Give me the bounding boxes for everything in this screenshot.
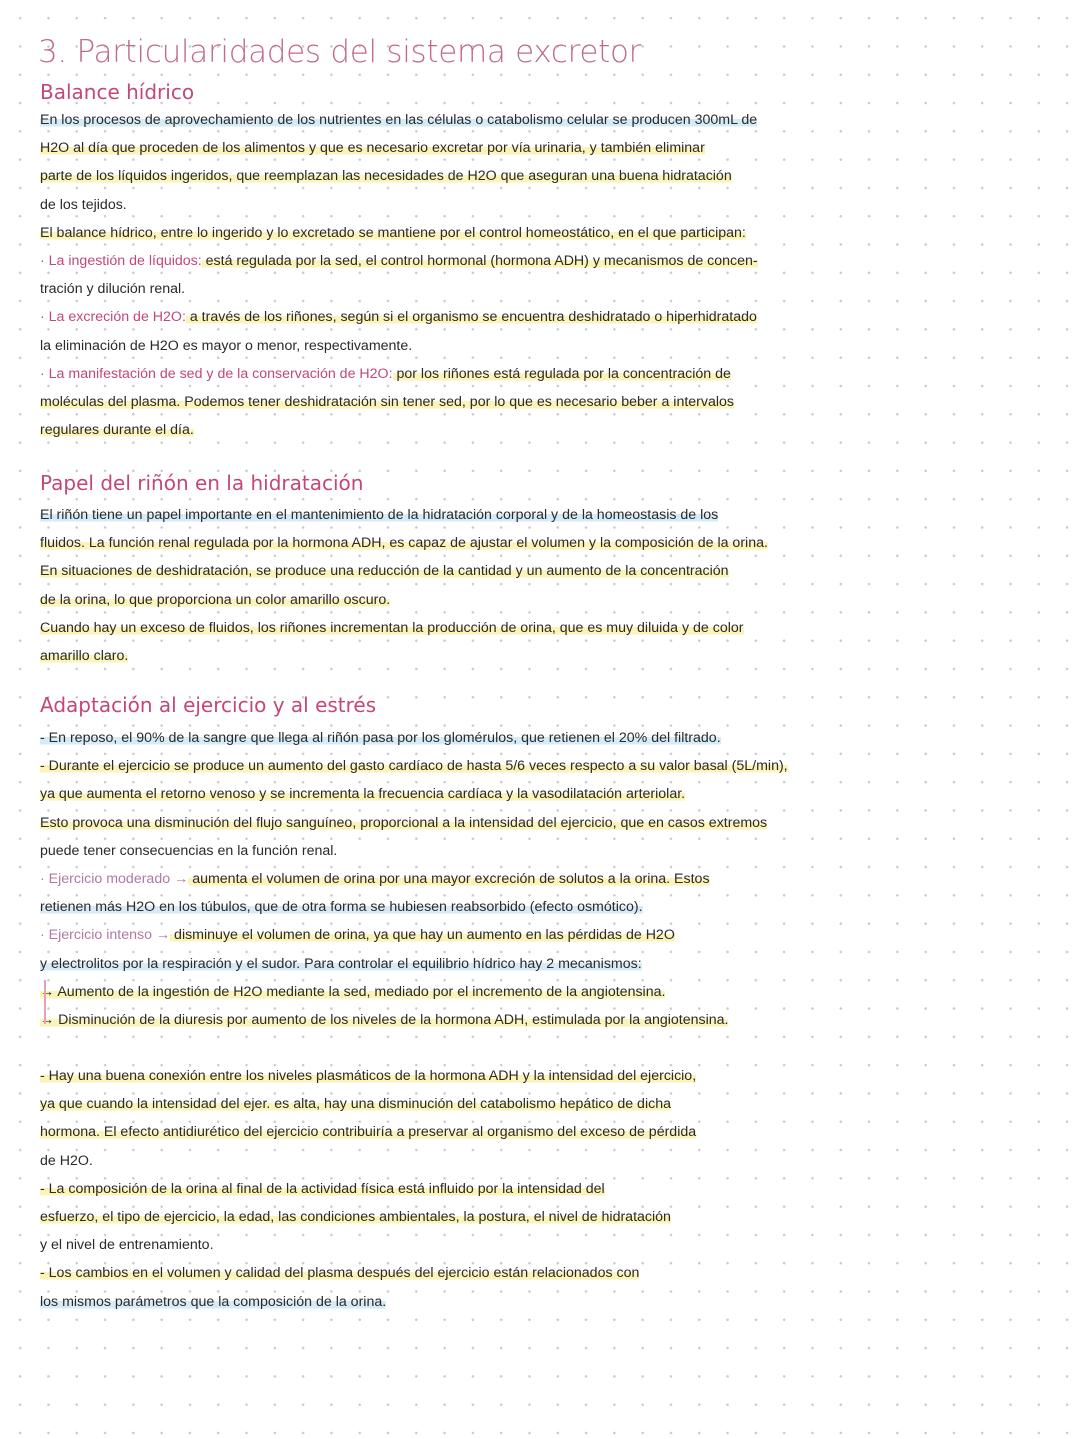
note-line [40, 840, 337, 862]
note-text: - Los cambios en el volumen y calidad del plasma después del ejercicio están relacionados con [40, 1265, 640, 1282]
note-text: → Aumento de la ingestión de H2O mediante la sed, mediado por el incremento de la angiotensina. [40, 983, 666, 1000]
note-line [40, 504, 718, 526]
note-line [40, 812, 767, 834]
note-line [40, 335, 412, 357]
note-line [40, 868, 710, 890]
note-text: disminuye el volumen de orina, ya que hay un aumento en las pérdidas de H2O [170, 927, 675, 944]
note-text: ya que cuando la intensidad del ejer. es alta, hay una disminución del catabolismo hepático de dicha [40, 1096, 671, 1113]
note-line [40, 278, 185, 300]
note-text: Cuando hay un exceso de fluidos, los riñones incrementan la producción de orina, que es muy diluida y de color [40, 619, 744, 636]
note-text: y electrolitos por la respiración y el sudor. Para controlar el equilibrio hídrico hay 2 mecanismos: [40, 955, 642, 972]
note-line [40, 727, 721, 749]
note-line [40, 1093, 671, 1115]
note-text: moléculas del plasma. Podemos tener deshidratación sin tener sed, por lo que es necesario beber a intervalos [40, 394, 735, 410]
note-line [40, 755, 788, 777]
note-text: está regulada por la sed, el control hormonal (hormona ADH) y mecanismos de concen- [201, 253, 758, 269]
note-text: - La composición de la orina al final de la actividad física está influido por la intensidad del [40, 1180, 605, 1197]
note-text: - En reposo, el 90% de la sangre que llega al riñón pasa por los glomérulos, que retienen el 20% del filtrado. [40, 730, 721, 746]
note-text: de los tejidos. [40, 196, 127, 213]
note-line [40, 1065, 696, 1087]
note-text: tración y dilución renal. [40, 281, 186, 298]
note-line [40, 1234, 214, 1256]
note-text: puede tener consecuencias en la función renal. [40, 842, 338, 859]
note-text: El balance hídrico, entre lo ingerido y lo excretado se mantiene por el control homeostático, en el que participan: [40, 224, 746, 241]
note-line [40, 109, 757, 131]
note-text: regulares durante el día. [40, 422, 194, 439]
note-label: · Ejercicio moderado → [40, 871, 189, 887]
note-line [40, 1121, 696, 1143]
note-line [40, 1206, 671, 1228]
note-text: aumenta el volumen de orina por una mayor excreción de solutos a la orina. Estos [188, 871, 710, 887]
note-text: amarillo claro. [40, 648, 129, 664]
note-line [40, 222, 746, 244]
note-text: - Hay una buena conexión entre los niveles plasmáticos de la hormona ADH y la intensidad del ejercicio, [40, 1068, 697, 1084]
mechanisms-bracket [44, 980, 56, 1024]
note-line [40, 783, 685, 805]
note-text: de H2O. [40, 1152, 93, 1169]
note-label: · La ingestión de líquidos: [40, 253, 202, 269]
note-line [40, 645, 128, 667]
note-text: → Disminución de la diuresis por aumento de los niveles de la hormona ADH, estimulada por la angiotensina. [40, 1012, 729, 1028]
note-text: ya que aumenta el retorno venoso y se incrementa la frecuencia cardíaca y la vasodilatación arteriolar. [40, 786, 686, 803]
note-line [40, 165, 732, 187]
note-text: En los procesos de aprovechamiento de los nutrientes en las células o catabolismo celular se producen 300mL de [40, 112, 758, 128]
note-line [40, 1009, 728, 1031]
note-line [40, 1150, 93, 1172]
note-text: de la orina, lo que proporciona un color amarillo oscuro. [40, 591, 391, 608]
note-text: los mismos parámetros que la composición de la orina. [40, 1293, 387, 1310]
note-text: por los riñones está regulada por la concentración de [392, 365, 731, 382]
note-line [40, 617, 744, 639]
note-line [40, 194, 127, 216]
note-text: parte de los líquidos ingeridos, que reemplazan las necesidades de H2O que aseguran una buena hidratación [40, 168, 732, 185]
note-line [40, 532, 768, 554]
section-heading: Papel del riñón en la hidratación [40, 471, 364, 495]
note-text: hormona. El efecto antidiurético del ejercicio contribuiría a preservar al organismo del exceso de pérdida [40, 1124, 697, 1141]
note-text: y el nivel de entrenamiento. [40, 1237, 214, 1254]
note-line [40, 589, 390, 611]
note-text: fluidos. La función renal regulada por la hormona ADH, es capaz de ajustar el volumen y la composición de la orina. [40, 535, 768, 552]
note-text: Esto provoca una disminución del flujo sanguíneo, proporcional a la intensidad del ejercicio, que en casos extremos [40, 814, 768, 831]
note-line [40, 391, 734, 413]
note-line [40, 250, 758, 272]
note-line [40, 1291, 386, 1313]
note-line [40, 363, 731, 385]
note-text: - Durante el ejercicio se produce un aumento del gasto cardíaco de hasta 5/6 veces respecto a su valor basal (5L/min), [40, 758, 788, 775]
note-label: · La excreción de H2O: [40, 309, 186, 326]
note-line [40, 1262, 639, 1284]
note-line [40, 306, 757, 328]
note-line [40, 981, 665, 1003]
note-line [40, 924, 675, 946]
note-line [40, 560, 729, 582]
section-heading: Adaptación al ejercicio y al estrés [40, 693, 377, 717]
note-label: · La manifestación de sed y de la conservación de H2O: [40, 365, 393, 382]
note-line [40, 1178, 605, 1200]
note-text: retienen más H2O en los túbulos, que de otra forma se hubiesen reabsorbido (efecto osmótico). [40, 899, 643, 916]
note-text: la eliminación de H2O es mayor o menor, respectivamente. [40, 337, 413, 354]
note-line [40, 137, 705, 159]
note-text: H2O al día que proceden de los alimentos y que es necesario excretar por vía urinaria, y también eliminar [40, 140, 705, 157]
page-title: 3. Particularidades del sistema excretor [38, 34, 642, 70]
note-line [40, 953, 642, 975]
note-line [40, 896, 643, 918]
note-text: El riñón tiene un papel importante en el mantenimiento de la hidratación corporal y de la homeostasis de los [40, 507, 719, 523]
section-heading: Balance hídrico [40, 80, 195, 104]
note-text: En situaciones de deshidratación, se produce una reducción de la cantidad y un aumento de la concentración [40, 563, 729, 580]
note-text: a través de los riñones, según si el organismo se encuentra deshidratado o hiperhidratado [185, 309, 757, 326]
note-line [40, 419, 194, 441]
note-text: esfuerzo, el tipo de ejercicio, la edad, las condiciones ambientales, la postura, el nivel de hidratación [40, 1209, 671, 1225]
note-label: · Ejercicio intenso → [40, 927, 171, 944]
